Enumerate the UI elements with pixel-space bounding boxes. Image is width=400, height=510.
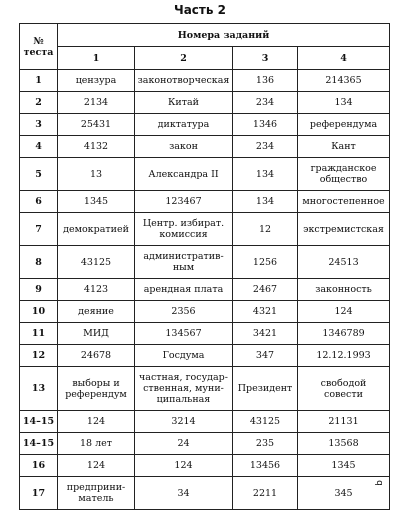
column-header: 2 — [135, 47, 233, 70]
test-number-cell: 12 — [20, 345, 58, 367]
table-row — [20, 136, 390, 158]
answer-cell: многостепенное — [298, 191, 390, 213]
test-number-cell: 14–15 — [20, 411, 58, 433]
table-row — [20, 433, 390, 455]
answer-cell: законность — [298, 279, 390, 301]
answer-cell: Кант — [298, 136, 390, 158]
header-test-number: № теста — [20, 24, 58, 70]
table-row — [20, 367, 390, 411]
test-number-cell: 13 — [20, 367, 58, 411]
answer-cell: законотворческая — [135, 70, 233, 92]
answer-cell: диктатура — [135, 114, 233, 136]
test-number-cell: 6 — [20, 191, 58, 213]
answer-cell: 12.12.1993 — [298, 345, 390, 367]
table-body — [20, 70, 390, 510]
answer-cell: экстремистская — [298, 213, 390, 246]
answer-cell: 25431 — [58, 114, 135, 136]
test-number-cell: 10 — [20, 301, 58, 323]
answer-cell: 24513 — [298, 246, 390, 279]
table-row — [20, 279, 390, 301]
answer-cell: 134 — [233, 158, 298, 191]
answer-cell: цензура — [58, 70, 135, 92]
answer-cell: 2356 — [135, 301, 233, 323]
answer-cell: 1256 — [233, 246, 298, 279]
answer-cell: демократией — [58, 213, 135, 246]
table-row — [20, 191, 390, 213]
header-task-numbers: Номера заданий — [58, 24, 390, 47]
table-row — [20, 477, 390, 510]
answer-cell: 214365 — [298, 70, 390, 92]
table-row — [20, 455, 390, 477]
answer-cell: Китай — [135, 92, 233, 114]
answer-cell: 3421 — [233, 323, 298, 345]
table-row — [20, 114, 390, 136]
answer-cell: Госдума — [135, 345, 233, 367]
answer-cell: 2134 — [58, 92, 135, 114]
answer-cell: 347 — [233, 345, 298, 367]
table-row — [20, 246, 390, 279]
test-number-cell: 16 — [20, 455, 58, 477]
answer-cell: арендная плата — [135, 279, 233, 301]
test-number-cell: 4 — [20, 136, 58, 158]
test-number-cell: 1 — [20, 70, 58, 92]
answer-cell: 13 — [58, 158, 135, 191]
table-row — [20, 213, 390, 246]
answer-cell: 235 — [233, 433, 298, 455]
answer-cell: закон — [135, 136, 233, 158]
answer-cell: 18 лет — [58, 433, 135, 455]
answer-cell: 1345 — [58, 191, 135, 213]
answer-cell: 124 — [58, 455, 135, 477]
test-number-cell: 8 — [20, 246, 58, 279]
answer-cell: 3214 — [135, 411, 233, 433]
answer-cell: 43125 — [233, 411, 298, 433]
answer-cell: 136 — [233, 70, 298, 92]
answer-cell: 13568 — [298, 433, 390, 455]
answer-cell: 123467 — [135, 191, 233, 213]
answer-cell: 1346 — [233, 114, 298, 136]
test-number-cell: 3 — [20, 114, 58, 136]
answer-cell: 234 — [233, 92, 298, 114]
table-row — [20, 92, 390, 114]
answer-cell: 4321 — [233, 301, 298, 323]
answer-cell: Центр. избират. комиссия — [135, 213, 233, 246]
column-header: 3 — [233, 47, 298, 70]
answer-cell: 1345 — [298, 455, 390, 477]
answer-cell: деяние — [58, 301, 135, 323]
answer-cell: 24 — [135, 433, 233, 455]
answer-cell: 34 — [135, 477, 233, 510]
answer-cell: частная, государ- ственная, муни- ципальная — [135, 367, 233, 411]
table-row — [20, 70, 390, 92]
answer-cell: 4123 — [58, 279, 135, 301]
answer-cell: 124 — [58, 411, 135, 433]
answer-cell: 134 — [233, 191, 298, 213]
answer-cell: 4132 — [58, 136, 135, 158]
answer-cell: 43125 — [58, 246, 135, 279]
answer-cell: предприни- матель — [58, 477, 135, 510]
answer-cell: 1346789 — [298, 323, 390, 345]
answers-table — [19, 23, 390, 510]
corner-mark: q — [373, 480, 384, 486]
table-row — [20, 345, 390, 367]
answer-cell: выборы и референдум — [58, 367, 135, 411]
answer-cell: 2467 — [233, 279, 298, 301]
answer-cell: свободой совести — [298, 367, 390, 411]
column-header: 1 — [58, 47, 135, 70]
answer-cell: административ- ным — [135, 246, 233, 279]
test-number-cell: 2 — [20, 92, 58, 114]
test-number-cell: 17 — [20, 477, 58, 510]
test-number-cell: 11 — [20, 323, 58, 345]
answer-cell: 21131 — [298, 411, 390, 433]
test-number-cell: 9 — [20, 279, 58, 301]
answer-cell: 13456 — [233, 455, 298, 477]
answer-cell: 345 — [298, 477, 390, 510]
answer-cell: Президент — [233, 367, 298, 411]
test-number-cell: 5 — [20, 158, 58, 191]
answer-cell: гражданское общество — [298, 158, 390, 191]
answer-cell: 124 — [135, 455, 233, 477]
answer-cell: 12 — [233, 213, 298, 246]
answer-cell: Александра II — [135, 158, 233, 191]
answer-cell: МИД — [58, 323, 135, 345]
answer-cell: 234 — [233, 136, 298, 158]
table-row — [20, 158, 390, 191]
test-number-cell: 7 — [20, 213, 58, 246]
answer-cell: 2211 — [233, 477, 298, 510]
answer-cell: 134567 — [135, 323, 233, 345]
answer-cell: референдума — [298, 114, 390, 136]
table-row — [20, 323, 390, 345]
column-header: 4 — [298, 47, 390, 70]
answer-cell: 124 — [298, 301, 390, 323]
page-title: Часть 2 — [174, 3, 226, 17]
table-row — [20, 411, 390, 433]
answer-cell: 24678 — [58, 345, 135, 367]
table-row — [20, 301, 390, 323]
answer-cell: 134 — [298, 92, 390, 114]
test-number-cell: 14–15 — [20, 433, 58, 455]
